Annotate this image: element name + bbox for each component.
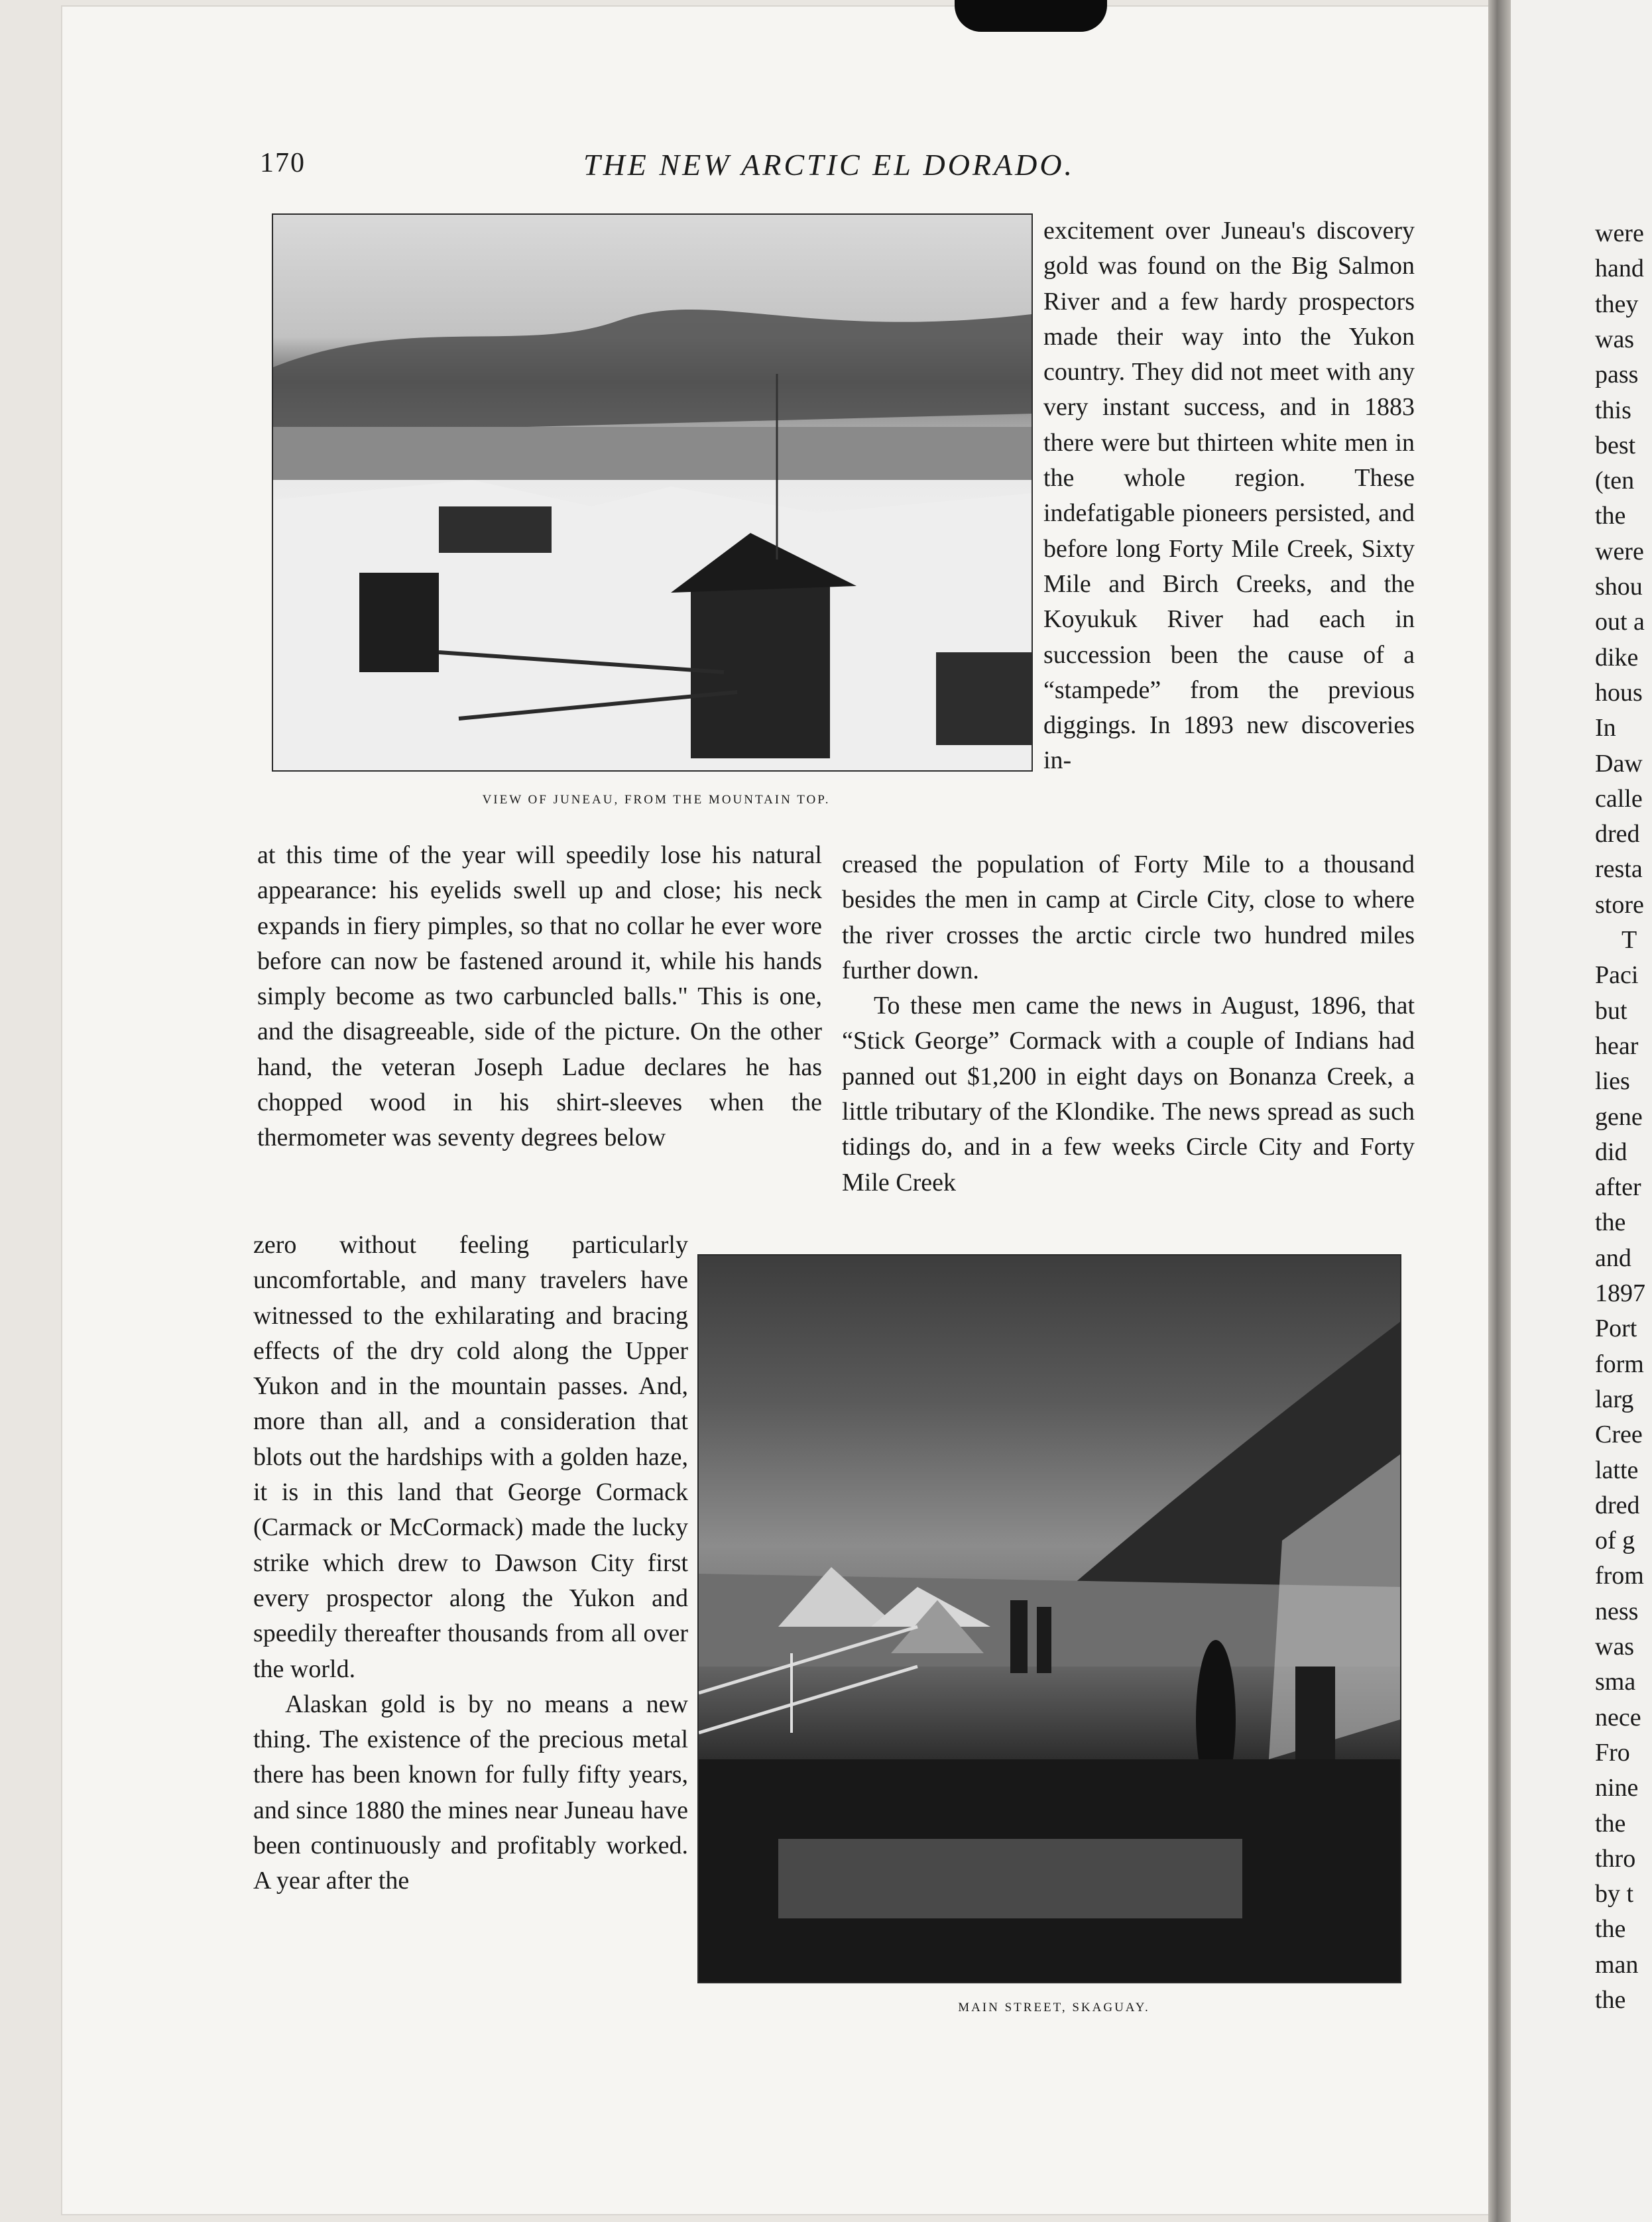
right-column-middle	[842, 847, 1415, 1200]
facing-page-line: by t	[1595, 1880, 1634, 1908]
facing-page-line: Cree	[1595, 1421, 1643, 1449]
facing-page-line: resta	[1595, 855, 1643, 884]
paragraph: zero without feeling particularly uncomfortable, and many travelers have witnessed to the exhilarating and bracing effects of the dry cold along the Upper Yukon and in the mountain passes. And, more than all, and a consideration that blots out the hardships with a golden haze, it is in this land that George Cormack (Carmack or McCormack) made the lucky strike which drew to Dawson City first every prospector along the Yukon and speedily thereafter thousands from all over the world.	[253, 1231, 688, 1683]
facing-page-line: dike	[1595, 643, 1639, 672]
facing-page-line: Daw	[1595, 749, 1643, 778]
facing-page-line: best	[1595, 431, 1636, 459]
facing-page-line: sma	[1595, 1668, 1636, 1696]
facing-page-line: form	[1595, 1350, 1644, 1378]
facing-page-line: was	[1595, 325, 1635, 353]
facing-page-line: Paci	[1595, 961, 1639, 990]
juneau-caption: VIEW OF JUNEAU, FROM THE MOUNTAIN TOP.	[482, 793, 831, 807]
facing-page-line: Fro	[1595, 1738, 1630, 1767]
paragraph: creased the population of Forty Mile to a thousand besides the men in camp at Circle City, close to where the river crosses the arctic circle two hundred miles further down.	[842, 850, 1415, 984]
facing-page-line: were	[1595, 537, 1644, 565]
facing-page-line: from	[1595, 1562, 1644, 1590]
facing-page-line: the	[1595, 1208, 1626, 1237]
facing-page-line: pass	[1595, 361, 1639, 389]
paragraph: excitement over Juneau's discovery gold was found on the Big Salmon River and a few hardy prospectors made their way into the Yukon country. They did not meet with any very instant success, and in 1883 there were but thirteen white men in the whole region. These indefatigable pioneers persisted, and before long Forty Mile Creek, Sixty Mile and Birch Creeks, and the Koyukuk River had each in succession been the cause of a “stampede” from the previous diggings. In 1893 new discoveries in-	[1043, 217, 1415, 775]
running-title: THE NEW ARCTIC EL DORADO.	[583, 148, 1075, 182]
facing-page-line: gene	[1595, 1102, 1643, 1131]
paragraph: at this time of the year will speedily lose his natural appearance: his eyelids swell up and close; his neck expands in fiery pimples, so that no collar he ever wore before can now be fastened around it, while his hands simply become as two carbuncled balls." This is one, and the disagreeable, side of the picture. On the other hand, the veteran Joseph Ladue declares he has chopped wood in his shirt-sleeves when the thermometer was seventy degrees below	[257, 841, 822, 1152]
facing-page-line: this	[1595, 396, 1631, 424]
facing-page-line: dred	[1595, 820, 1640, 848]
facing-page-line: hear	[1595, 1031, 1639, 1060]
facing-page-line: did	[1595, 1138, 1627, 1166]
facing-page-line: ness	[1595, 1597, 1639, 1625]
left-column-top	[257, 838, 822, 1156]
facing-page-line: were	[1595, 219, 1644, 247]
book-spine	[1488, 0, 1511, 2222]
facing-page-line: (ten	[1595, 467, 1635, 495]
facing-page-line: man	[1595, 1950, 1639, 1979]
facing-page-line: the	[1595, 1986, 1626, 2014]
facing-page-line: the	[1595, 1809, 1626, 1838]
facing-page-line: shou	[1595, 573, 1643, 601]
right-column-top	[1043, 213, 1415, 779]
facing-page-line: nece	[1595, 1703, 1641, 1731]
facing-page-line: calle	[1595, 784, 1643, 813]
facing-page-line: dred	[1595, 1491, 1640, 1519]
facing-page-line: nine	[1595, 1774, 1639, 1802]
facing-page-line: out a	[1595, 608, 1645, 636]
facing-page-line: lies	[1595, 1067, 1630, 1096]
juneau-photo-shapes	[273, 215, 1032, 770]
left-column-bottom	[253, 1228, 688, 1899]
skaguay-photo-shapes	[699, 1256, 1400, 1982]
paragraph: Alaskan gold is by no means a new thing. The existence of the precious metal there has been known for fully fifty years, and since 1880 the mines near Juneau have been continuously and profitably worked. A year after the	[253, 1690, 688, 1895]
skaguay-caption: MAIN STREET, SKAGUAY.	[958, 2001, 1150, 2015]
facing-page-line: but	[1595, 996, 1627, 1025]
facing-page-line: hous	[1595, 678, 1643, 707]
facing-page-line: store	[1595, 890, 1644, 919]
page-number: 170	[260, 148, 306, 178]
facing-page-line: after	[1595, 1173, 1641, 1202]
facing-page-line: In	[1595, 714, 1616, 742]
paragraph: To these men came the news in August, 1896, that “Stick George” Cormack with a couple of Indians had panned out $1,200 in eight days on Bonanza Creek, a little tributary of the Klondike. The news spread as such tidings do, and in a few weeks Circle City and Forty Mile Creek	[842, 992, 1415, 1197]
facing-page-line: the	[1595, 502, 1626, 530]
facing-page-line: thro	[1595, 1844, 1636, 1873]
facing-page-line: was	[1595, 1633, 1635, 1661]
facing-page-line: latte	[1595, 1456, 1639, 1484]
facing-page-line: they	[1595, 290, 1639, 318]
binding-mark	[955, 0, 1107, 32]
facing-page-line: of g	[1595, 1527, 1635, 1555]
facing-page-line: T	[1622, 926, 1637, 954]
facing-page-line: Port	[1595, 1315, 1637, 1343]
facing-page-line: and	[1595, 1244, 1631, 1272]
facing-page-line: 1897	[1595, 1279, 1645, 1307]
facing-page-line: larg	[1595, 1385, 1634, 1413]
juneau-photo	[272, 213, 1033, 772]
facing-page-line: the	[1595, 1915, 1626, 1944]
skaguay-photo	[697, 1254, 1401, 1983]
facing-page-line: hand	[1595, 255, 1644, 283]
